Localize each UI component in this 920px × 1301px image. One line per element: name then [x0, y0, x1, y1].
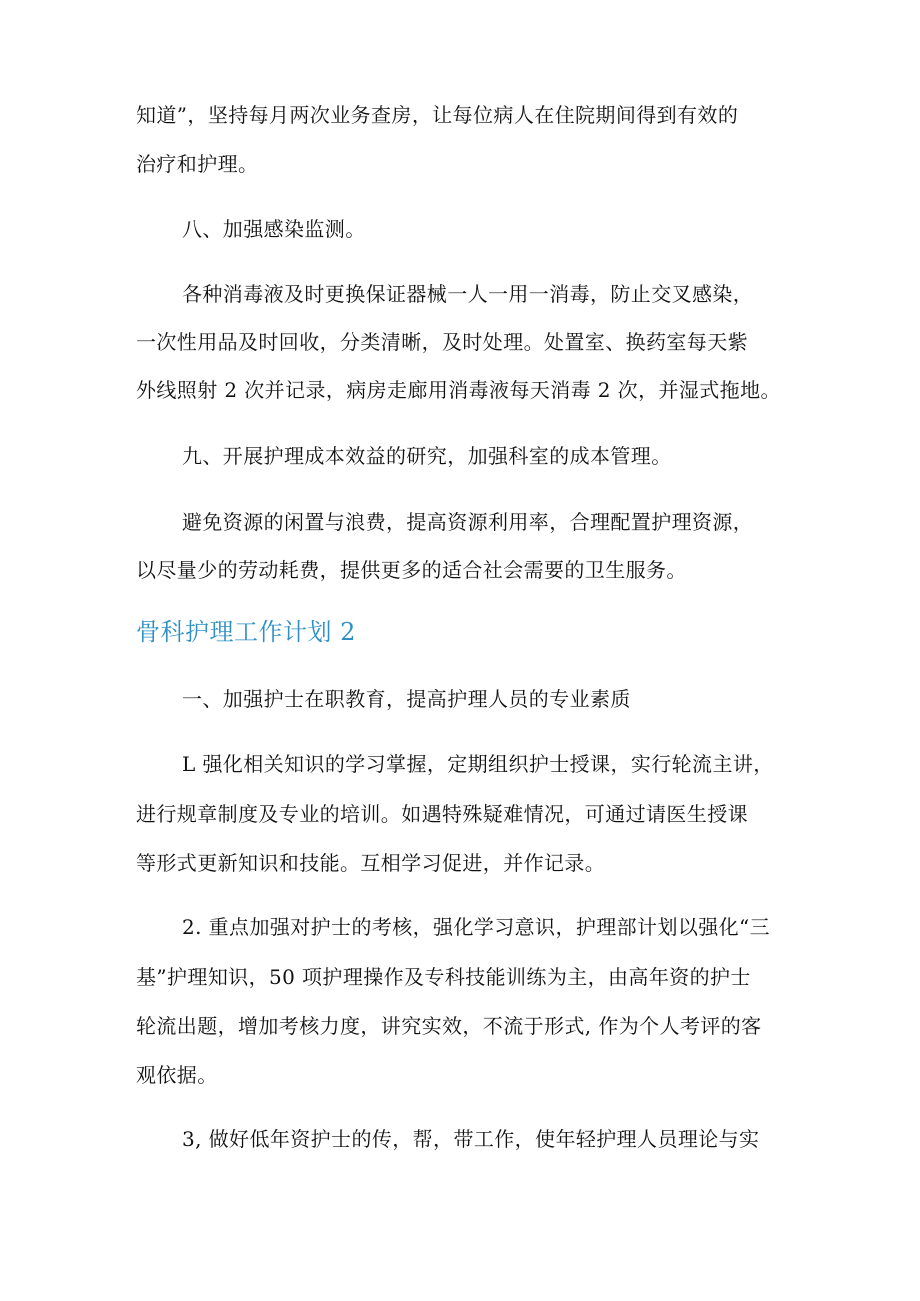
section-title: 九、开展护理成本效益的研究，加强科室的成本管理。 [182, 444, 672, 468]
paragraph-line: 等形式更新知识和技能。互相学习促进，并作记录。 [136, 851, 606, 875]
paragraph-line: 3, 做好低年资护士的传，帮，带工作，使年轻护理人员理论与实 [182, 1127, 760, 1151]
paragraph-line: 知道”，坚持每月两次业务查房，让每位病人在住院期间得到有效的 [136, 103, 739, 127]
section-title: 八、加强感染监测。 [182, 217, 366, 241]
paragraph-line: 轮流出题，增加考核力度，讲究实效，不流于形式, 作为个人考评的客 [136, 1014, 762, 1038]
paragraph-line: 一次性用品及时回收，分类清晰，及时处理。处置室、换药室每天紫 [136, 330, 748, 354]
paragraph-line: 观依据。 [136, 1063, 218, 1087]
paragraph-line: 治疗和护理。 [136, 152, 259, 176]
paragraph-line: 外线照射 2 次并记录，病房走廊用消毒液每天消毒 2 次，并湿式拖地。 [136, 378, 781, 402]
paragraph-line: L 强化相关知识的学习掌握，定期组织护士授课，实行轮流主讲， [182, 752, 774, 776]
paragraph-line: 进行规章制度及专业的培训。如遇特殊疑难情况，可通过请医生授课 [136, 802, 748, 826]
paragraph-line: 避免资源的闲置与浪费，提高资源利用率，合理配置护理资源， [182, 510, 754, 534]
paragraph-line: 基”护理知识，50 项护理操作及专科技能训练为主，由高年资的护士 [136, 965, 751, 989]
section-title: 一、加强护士在职教育，提高护理人员的专业素质 [182, 687, 631, 711]
paragraph-line: 2. 重点加强对护士的考核，强化学习意识，护理部计划以强化“三 [182, 915, 771, 939]
paragraph-line: 各种消毒液及时更换保证器械一人一用一消毒，防止交叉感染， [182, 282, 754, 306]
section-heading: 骨科护理工作计划 2 [136, 618, 356, 646]
paragraph-line: 以尽量少的劳动耗费，提供更多的适合社会需要的卫生服务。 [136, 558, 687, 582]
